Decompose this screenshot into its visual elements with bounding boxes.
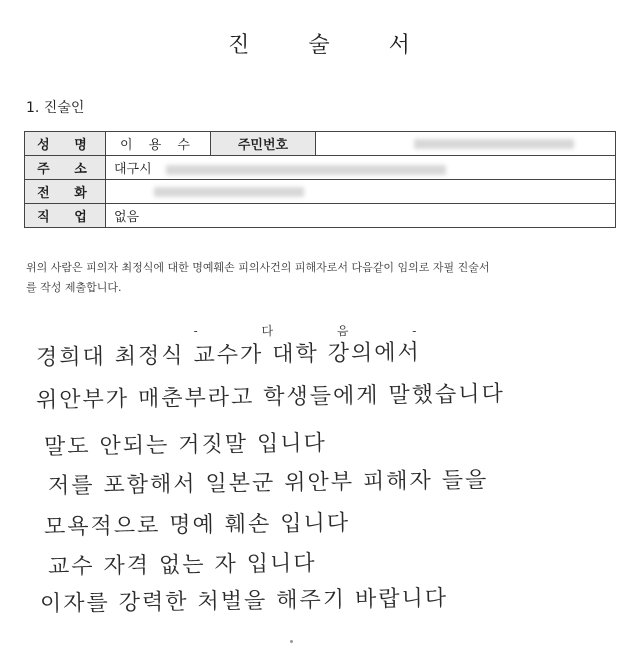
job-value: 없음	[106, 204, 616, 228]
table-row	[25, 156, 616, 180]
divider-heading: - 다 음 -	[193, 324, 447, 338]
document-title	[0, 28, 640, 59]
handwritten-line: 위안부가 매춘부라고 학생들에게 말했습니다	[35, 381, 505, 414]
address-value: 대구시	[114, 162, 152, 177]
phone-label: 전 화	[25, 180, 106, 204]
redacted-address	[166, 165, 446, 175]
stray-mark	[290, 640, 293, 643]
address-label: 주 소	[25, 156, 106, 180]
table-row	[25, 180, 616, 204]
handwritten-line: 저를 포함해서 일본군 위안부 피해자 들을	[47, 467, 489, 500]
section-heading: 1. 진술인	[26, 100, 85, 116]
redacted-phone	[154, 187, 304, 197]
phone-cell	[106, 180, 616, 204]
handwritten-line: 말도 안되는 거짓말 입니다	[43, 431, 327, 460]
handwritten-line: 이자를 강력한 처벌을 해주기 바랍니다	[39, 586, 449, 617]
id-number-value	[316, 132, 616, 156]
intro-line: 를 작성 제출합니다.	[26, 281, 122, 294]
table-row	[25, 204, 616, 228]
handwritten-line: 경희대 최정식 교수가 대학 강의에서	[35, 340, 421, 371]
name-value: 이 용 수	[106, 132, 211, 156]
address-cell	[106, 156, 616, 180]
title-char: 서	[388, 33, 412, 58]
handwritten-line: 모욕적으로 명예 훼손 입니다	[43, 510, 351, 541]
intro-line: 위의 사람은 피의자 최정식에 대한 명예훼손 피의사건의 피해자로서 다음같이 임의로 자필 진술서	[26, 261, 490, 274]
redacted-id	[414, 139, 574, 149]
title-char: 술	[308, 33, 332, 58]
handwritten-line: 교수 자격 없는 자 입니다	[47, 551, 317, 580]
table-row	[25, 132, 616, 156]
name-label: 성 명	[25, 132, 106, 156]
job-label: 직 업	[25, 204, 106, 228]
statement-info-table	[24, 131, 616, 228]
title-char: 진	[228, 33, 252, 58]
intro-paragraph	[26, 258, 618, 298]
id-number-label: 주민번호	[211, 132, 316, 156]
